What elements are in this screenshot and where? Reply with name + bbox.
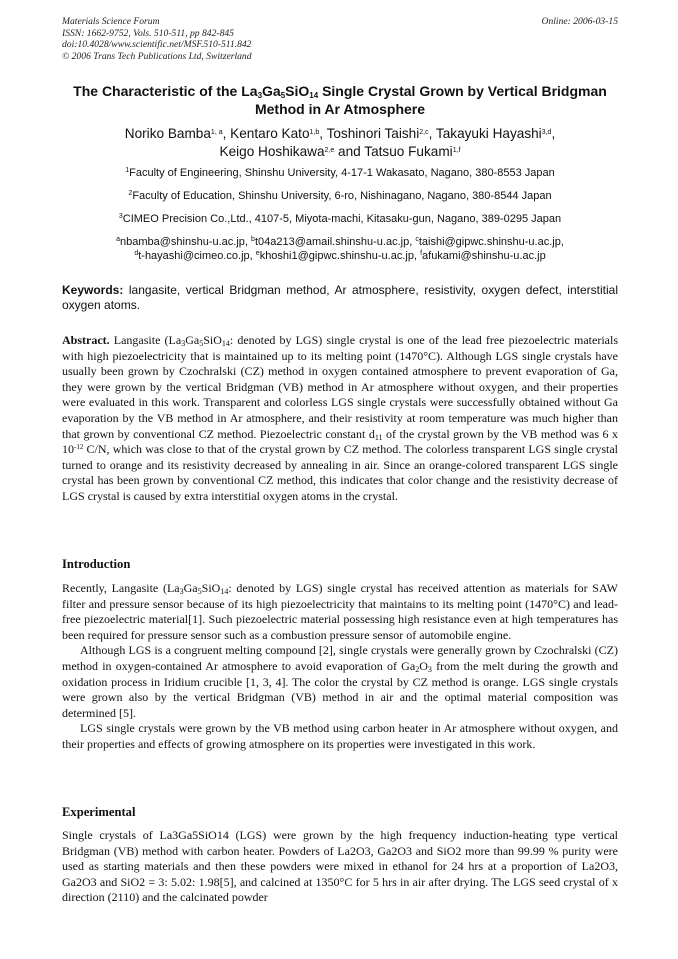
author-separator: , — [551, 126, 556, 141]
doi-line: doi:10.4028/www.scientific.net/MSF.510-511.842 — [62, 39, 252, 51]
experimental-heading: Experimental — [62, 805, 136, 819]
affiliation-mark: 1 — [125, 167, 130, 174]
paragraph-text: from the melt during the growth and oxidation process in Iridium crucible [1, 3, 4]. The color the crystal by CZ method is orange. LGS single crystals were grown also by the vertical Bridgman (VB) method in air and the optimal material composition was determined [5]. — [62, 658, 618, 720]
author-name: Keigo Hoshikawa — [219, 144, 325, 159]
copyright-line: © 2006 Trans Tech Publications Ltd, Switzerland — [62, 50, 252, 62]
publication-header — [62, 16, 618, 62]
email-a[interactable]: nbamba@shinshu-u.ac.jp, — [120, 236, 248, 248]
author-name: Tatsuo Fukami — [364, 144, 453, 159]
author-affiliation-mark: 3,d — [541, 129, 552, 136]
author-name: Kentaro Kato — [230, 126, 310, 141]
affiliation-mark: 3 — [118, 213, 123, 220]
title-part: Ga — [262, 83, 281, 99]
abstract-text: Langasite (La — [109, 333, 182, 347]
subscript: 11 — [374, 432, 383, 442]
author-name: Noriko Bamba — [124, 126, 211, 141]
paragraph-text: Ga — [183, 581, 198, 595]
title-part: SiO — [285, 83, 310, 99]
introduction-heading: Introduction — [62, 557, 131, 571]
abstract-text: of the crystal grown by the VB method was 6 x 10 — [62, 426, 619, 457]
subscript: 3 — [179, 587, 184, 596]
email-mark: c — [415, 236, 419, 243]
paragraph — [62, 643, 618, 721]
subscript: 2 — [415, 664, 420, 674]
email-mark: b — [251, 236, 255, 243]
email-f[interactable]: afukami@shinshu-u.ac.jp — [422, 250, 546, 262]
author-separator: , — [222, 126, 231, 141]
abstract-text: Ga — [185, 333, 200, 347]
affiliation-text: CIMEO Precision Co.,Ltd., 4107-5, Miyota-machi, Kitasaku-gun, Nagano, 389-0295 Japan — [122, 213, 562, 225]
author-affiliation-mark: 1,f — [452, 147, 461, 154]
abstract — [62, 333, 618, 505]
affiliation — [62, 166, 618, 181]
issn-line: ISSN: 1662-9752, Vols. 510-511, pp 842-845 — [62, 27, 234, 39]
online-date: Online: 2006-03-15 — [541, 16, 618, 27]
title-subscript: 14 — [309, 91, 319, 100]
subscript: 5 — [197, 587, 202, 596]
paper-title — [62, 82, 618, 118]
author-affiliation-mark: 1,b — [309, 129, 320, 136]
author-separator: and — [334, 144, 365, 159]
title-part: Single Crystal Grown by Vertical Bridgman Method in Ar Atmosphere — [254, 83, 607, 117]
title-subscript: 3 — [257, 91, 263, 100]
paragraph-text: O — [419, 658, 428, 673]
paragraph — [62, 581, 618, 643]
affiliation-list — [62, 166, 618, 263]
introduction-body — [62, 581, 618, 753]
subscript: 5 — [199, 339, 204, 348]
experimental-body — [62, 828, 618, 906]
email-d[interactable]: t-hayashi@cimeo.co.jp, — [138, 250, 253, 262]
author-name: Takayuki Hayashi — [435, 126, 542, 141]
keywords-text: langasite, vertical Bridgman method, Ar atmosphere, resistivity, oxygen defect, interstitial oxygen atoms. — [62, 283, 618, 312]
email-mark: a — [116, 236, 120, 243]
email-e[interactable]: khoshi1@gipwc.shinshu-u.ac.jp, — [259, 250, 417, 262]
abstract-text: SiO — [203, 333, 222, 347]
abstract-text: C/N, which was close to that of the crystal grown by CZ method. The colorless transparent LGS single crystal turned to orange and its resistivity decreased by annealing in air. Since an orange-colored transparent LGS single crystal has been grown by conventional CZ method, this indicates that color change and the resistivity decrease of LGS crystal is caused by extra interstitial oxygen atoms in the crystal. — [62, 442, 618, 503]
paragraph-text: SiO — [201, 581, 221, 595]
affiliation-text: Faculty of Engineering, Shinshu University, 4-17-1 Wakasato, Nagano, 380-8553 Japan — [129, 167, 555, 179]
superscript: -12 — [74, 443, 84, 452]
abstract-text: : denoted by LGS) single crystal is one of the lead free piezoelectric materials with high piezoelectricity that is maintained up to its melting point (1470°C). Although LGS single crystals have usually been grown by Czochralski (CZ) method in oxygen contained atmosphere to prevent evaporation of Ga, they were grown by the vertical Bridgman (VB) method in Ar atmosphere without oxygen, and their properties were evaluated in this work. Transparent and colorless LGS single crystals were successfully obtained without Ga evaporation by the VB method in Ar atmosphere, and their resistivity at room temperature was much higher than that grown by conventional CZ method. Piezoelectric constant d — [62, 333, 618, 441]
paragraph: Single crystals of La3Ga5SiO14 (LGS) were grown by the high frequency induction-heating type vertical Bridgman (VB) method with carbon heater. Powders of La2O3, Ga2O3 and SiO2 more than 99.99 % purity were used as starting materials and then these powders were mixed in ethanol for 24 hrs at a proportion of La2O3, Ga2O3 and SiO2 = 3: 5.02: 1.98[5], and calcined at 1350°C for 5 hrs in air after drying. The LGS seed crystal of x direction (2110) and the calcinated powder — [62, 828, 618, 905]
author-separator: , — [319, 126, 327, 141]
email-list — [62, 235, 618, 263]
author-affiliation-mark: 2,c — [419, 129, 429, 136]
affiliation — [62, 189, 618, 204]
paragraph: LGS single crystals were grown by the VB method using carbon heater in Ar atmosphere without oxygen, and their properties and effects of growing atmosphere on its properties were investigated in this work. — [62, 721, 618, 751]
affiliation-mark: 2 — [128, 190, 133, 197]
subscript: 3 — [427, 664, 432, 674]
title-subscript: 5 — [280, 91, 286, 100]
email-c[interactable]: taishi@gipwc.shinshu-u.ac.jp, — [418, 236, 564, 248]
author-list — [62, 125, 618, 161]
paragraph-text: Although LGS is a congruent melting compound [2], single crystals were generally grown by Czochralski (CZ) method in oxygen-contained Ar atmosphere to avoid evaporation of Ga — [62, 643, 618, 673]
author-affiliation-mark: 1, a — [210, 129, 223, 136]
title-part: The Characteristic of the La — [73, 83, 258, 99]
email-b[interactable]: t04a213@amail.shinshu-u.ac.jp, — [254, 236, 413, 248]
author-separator: , — [428, 126, 436, 141]
journal-name: Materials Science Forum — [62, 16, 160, 27]
affiliation — [62, 212, 618, 227]
email-mark: f — [420, 250, 423, 257]
keywords-label: Keywords: — [62, 283, 124, 297]
author-name: Toshinori Taishi — [326, 126, 420, 141]
email-mark: e — [255, 250, 260, 257]
abstract-label: Abstract. — [62, 333, 110, 347]
email-mark: d — [134, 250, 139, 257]
subscript: 14 — [220, 587, 229, 596]
subscript: 14 — [221, 339, 230, 348]
subscript: 3 — [181, 339, 186, 348]
keywords — [62, 283, 618, 313]
affiliation-text: Faculty of Education, Shinshu University, 6-ro, Nishinagano, Nagano, 380-8544 Japan — [132, 190, 552, 202]
author-affiliation-mark: 2,e — [324, 147, 335, 154]
paragraph-text: Recently, Langasite (La — [62, 581, 180, 595]
paragraph-text: : denoted by LGS) single crystal has received attention as materials for SAW filter and pressure sensor because of its high piezoelectricity that maintains to its melting point (1470°C) and lead-free piezoelectric material[1]. Such piezoelectric material possessing high resistance even at high temperatures has been required for pressure sensor such as a combustion pressure sensor of automobile engine. — [62, 581, 619, 642]
